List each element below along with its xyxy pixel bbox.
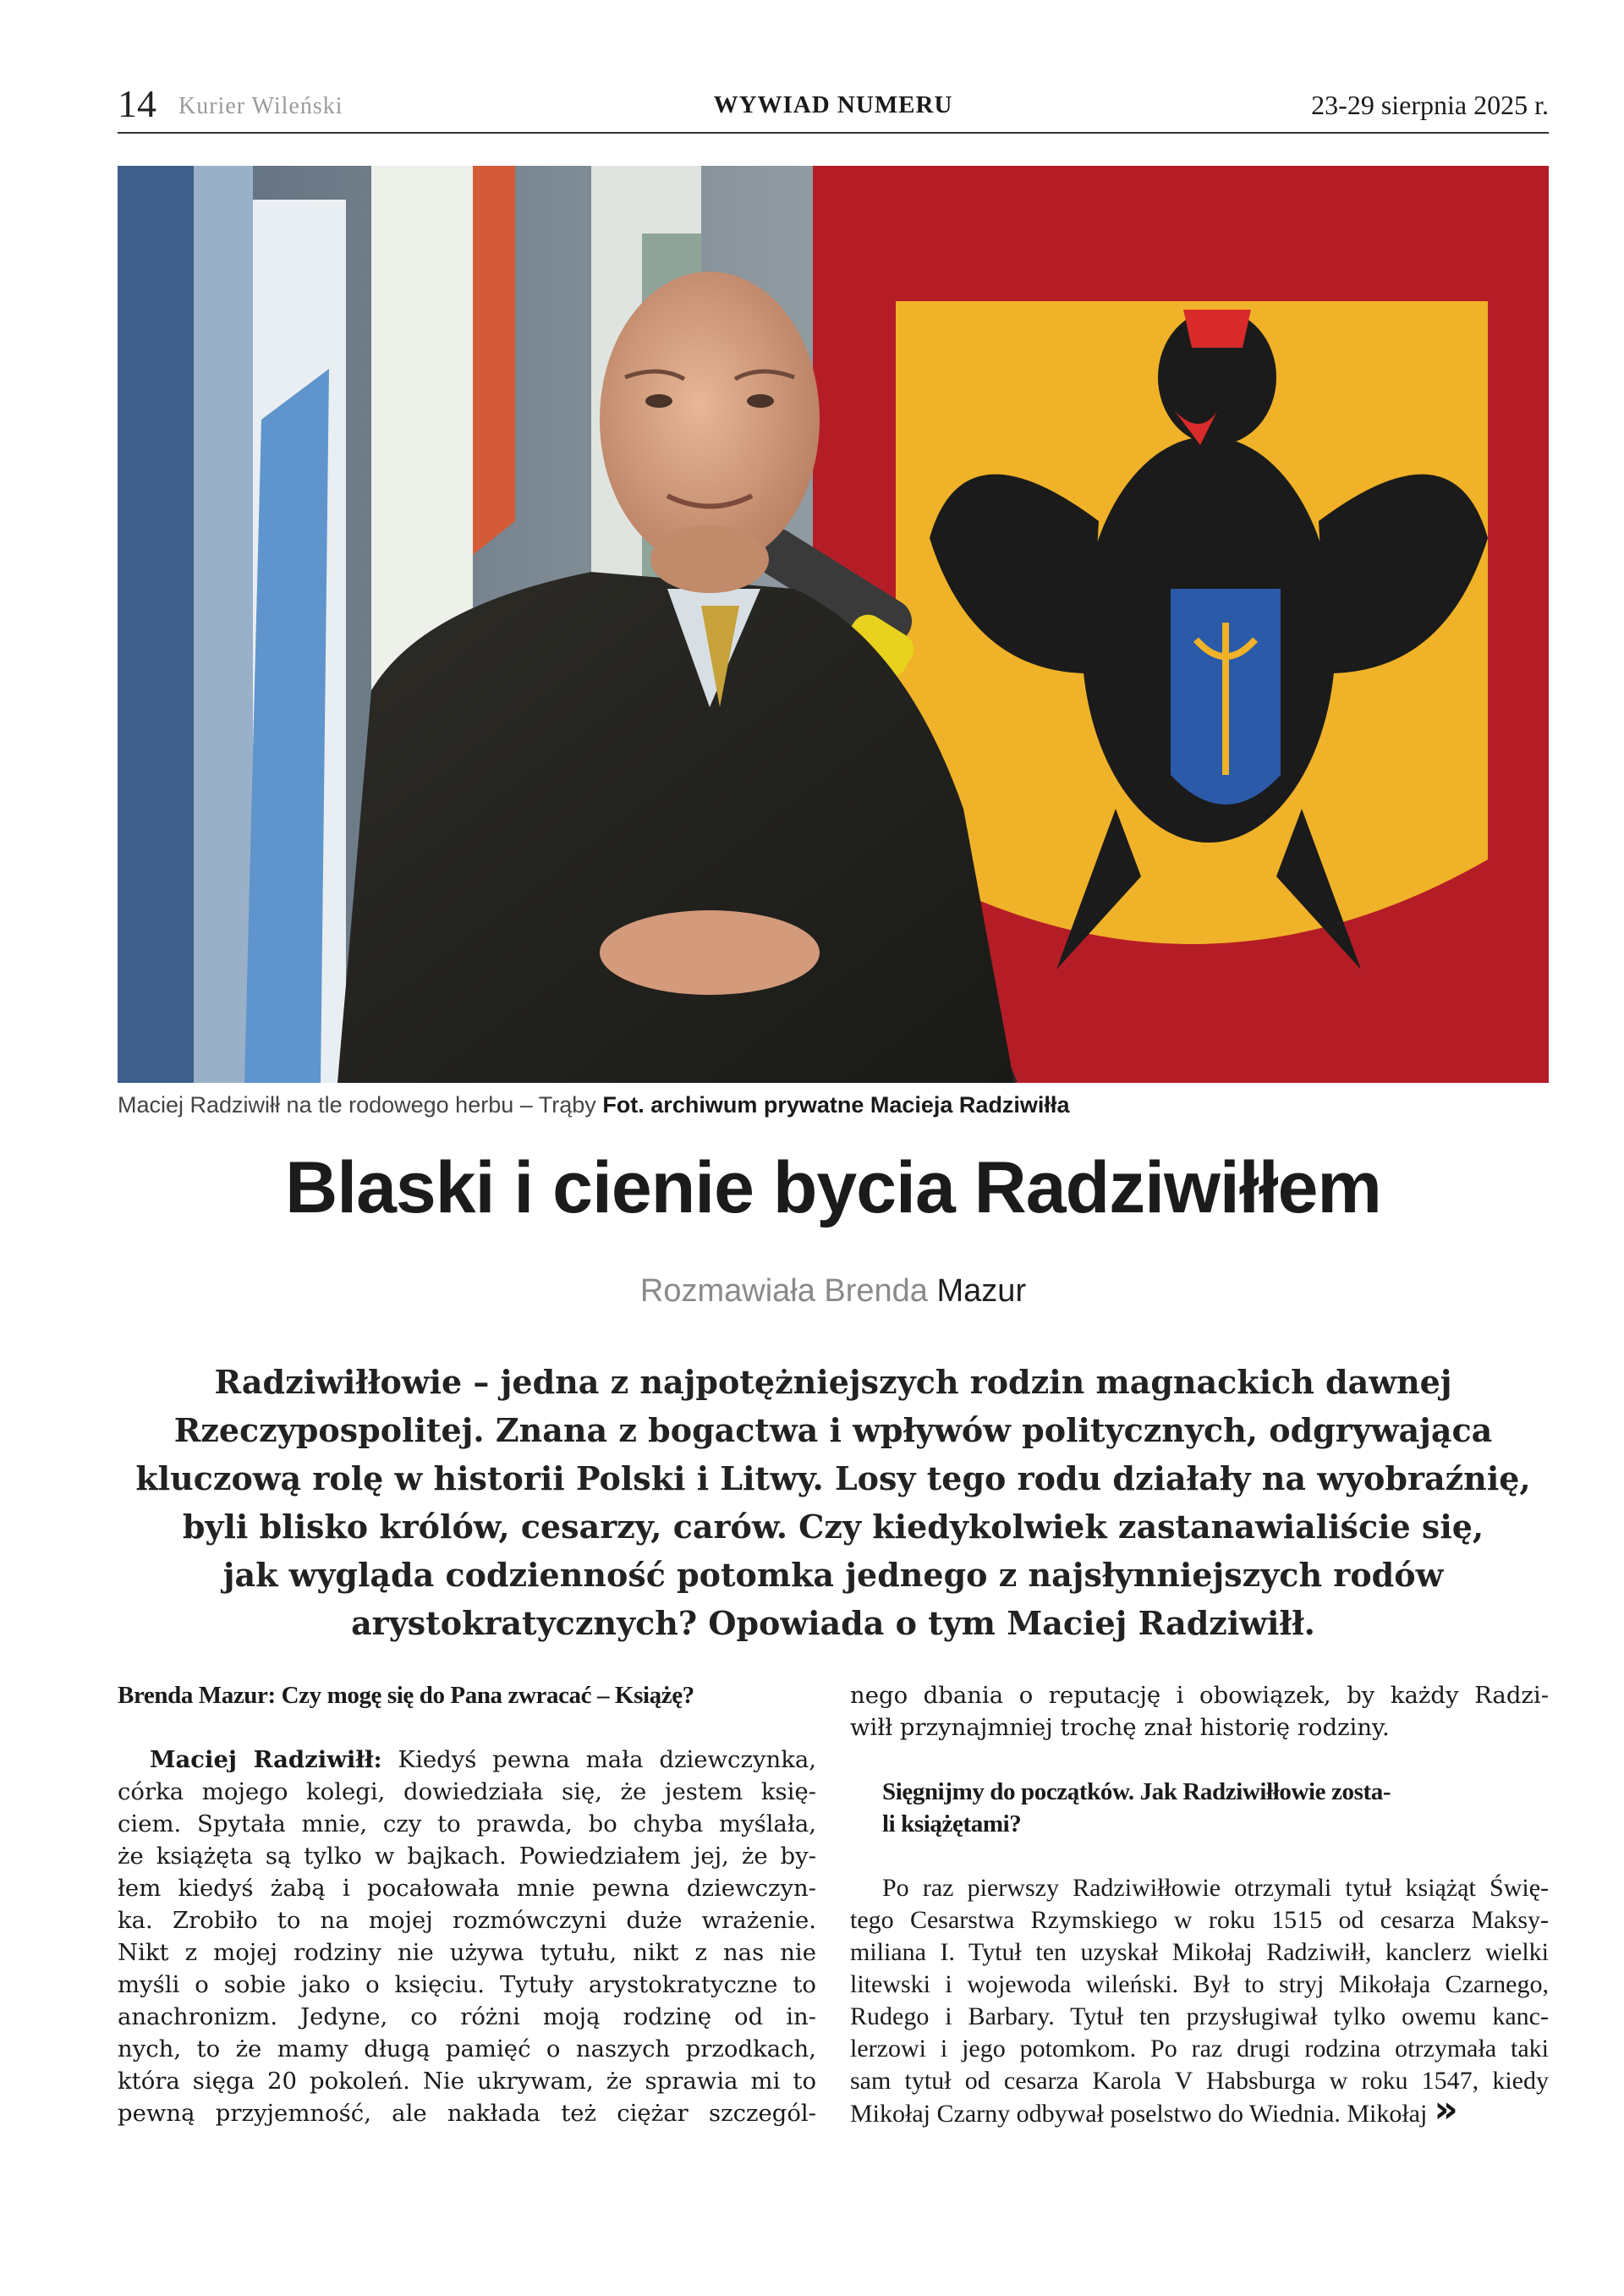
answer-line: nego dbania o reputację i obowiązek, by każdy Radzi- <box>850 1682 1549 1709</box>
answer-line: lerzowi i jego potomkom. Po raz drugi rodzina otrzymała taki <box>850 2035 1549 2063</box>
answer-2 <box>850 1872 1549 2130</box>
caption-text: Maciej Radziwiłł na tle rodowego herbu – Trąby <box>118 1092 596 1118</box>
section-title: WYWIAD NUMERU <box>713 91 953 118</box>
answer-line: anachronizm. Jedyne, co różni moją rodzinę od in- <box>118 2003 816 2030</box>
byline <box>118 1273 1549 1310</box>
answer-line: Po raz pierwszy Radziwiłłowie otrzymali tytuł książąt Świę- <box>882 1874 1549 1902</box>
answer-line: nych, to że mamy długą pamięć o naszych przodkach, <box>118 2035 816 2063</box>
page-header <box>118 81 1549 134</box>
column-left <box>118 1679 816 2129</box>
lead-line: kluczową rolę w historii Polski i Litwy. Losy tego rodu działały na wyobraźnię, <box>135 1459 1531 1497</box>
byline-surname: Mazur <box>936 1273 1027 1309</box>
photo-caption <box>118 1092 1549 1118</box>
answer-line: tego Cesarstwa Rzymskiego w roku 1515 od cesarza Maksy- <box>850 1906 1549 1934</box>
answer-line: ka. Zrobiło to na mojej rozmówczyni duże wrażenie. <box>118 1907 816 1934</box>
continue-arrow-icon: » <box>1434 2088 1458 2131</box>
answer-line: myśli o sobie jako o księciu. Tytuły arystokratyczne to <box>118 1971 816 1998</box>
article-lead <box>135 1358 1531 1647</box>
lead-line: jak wygląda codzienność potomka jednego z najsłynniejszych rodów <box>222 1556 1444 1594</box>
answer-text: Mikołaj Czarny odbywał poselstwo do Wiednia. Mikołaj <box>850 2100 1428 2128</box>
answer-line: Rudego i Barbary. Tytuł ten przysługiwał tylko owemu kanc- <box>850 2002 1549 2030</box>
speaker-label: Maciej Radziwiłł: <box>150 1746 382 1773</box>
lead-line: arystokratycznych? Opowiada o tym Maciej Radziwiłł. <box>351 1604 1315 1642</box>
answer-line <box>118 1744 816 1776</box>
answer-line: litewski i wojewoda wileński. Był to stryj Mikołaja Czarnego, <box>850 1970 1549 1998</box>
page-number: 14 <box>118 82 156 125</box>
publication-name: Kurier Wileński <box>178 93 343 119</box>
lead-line: Rzeczypospolitej. Znana z bogactwa i wpływów politycznych, odgrywająca <box>173 1411 1493 1449</box>
lead-line: Radziwiłłowie – jedna z najpotężniejszych rodzin magnackich dawnej <box>214 1363 1452 1401</box>
answer-line: miliana I. Tytuł ten uzyskał Mikołaj Radziwiłł, kanclerz wielki <box>850 1938 1549 1966</box>
answer-line: sam tytuł od cesarza Karola V Habsburga w roku 1547, kiedy <box>850 2067 1549 2095</box>
answer-line: córka mojego kolegi, dowiedziała się, że jestem księ- <box>118 1778 816 1805</box>
byline-prefix: Rozmawiała Brenda <box>639 1273 928 1309</box>
question-line: Sięgnijmy do początków. Jak Radziwiłłowie zosta- <box>882 1778 1391 1805</box>
answer-line <box>850 2088 1549 2131</box>
question-2 <box>850 1776 1549 1840</box>
answer-line: że książęta są tylko w bajkach. Powiedziałem jej, że by- <box>118 1843 816 1870</box>
article-photo <box>118 166 1549 1083</box>
answer-line: łem kiedyś żabą i pocałowała mnie pewna dziewczyn- <box>118 1875 816 1902</box>
answer-line: ciem. Spytała mnie, czy to prawda, bo chyba myślała, <box>118 1810 816 1837</box>
article-title: Blaski i cienie bycia Radziwiłłem <box>285 1147 1381 1228</box>
answer-line: wiłł przynajmniej trochę znał historię rodziny. <box>850 1714 1390 1741</box>
issue-date: 23-29 sierpnia 2025 r. <box>1311 90 1549 120</box>
answer-line: która sięga 20 pokoleń. Nie ukrywam, że sprawia mi to <box>118 2068 816 2095</box>
question-1 <box>118 1679 816 1711</box>
answer-text: Kiedyś pewna mała dziewczynka, <box>398 1746 816 1773</box>
photo-credit: Fot. archiwum prywatne Macieja Radziwiłła <box>602 1092 1070 1118</box>
answer-line: Nikt z mojej rodziny nie używa tytułu, nikt z nas nie <box>118 1939 816 1966</box>
question-line: Brenda Mazur: Czy mogę się do Pana zwracać – Książę? <box>118 1682 694 1709</box>
answer-line: pewną przyjemność, ale nakłada też ciężar szczegól- <box>118 2100 816 2127</box>
question-line: li książętami? <box>882 1810 1022 1837</box>
lead-line: byli blisko królów, cesarzy, carów. Czy kiedykolwiek zastanawialiście się, <box>182 1508 1484 1546</box>
column-right <box>850 1679 1549 2130</box>
